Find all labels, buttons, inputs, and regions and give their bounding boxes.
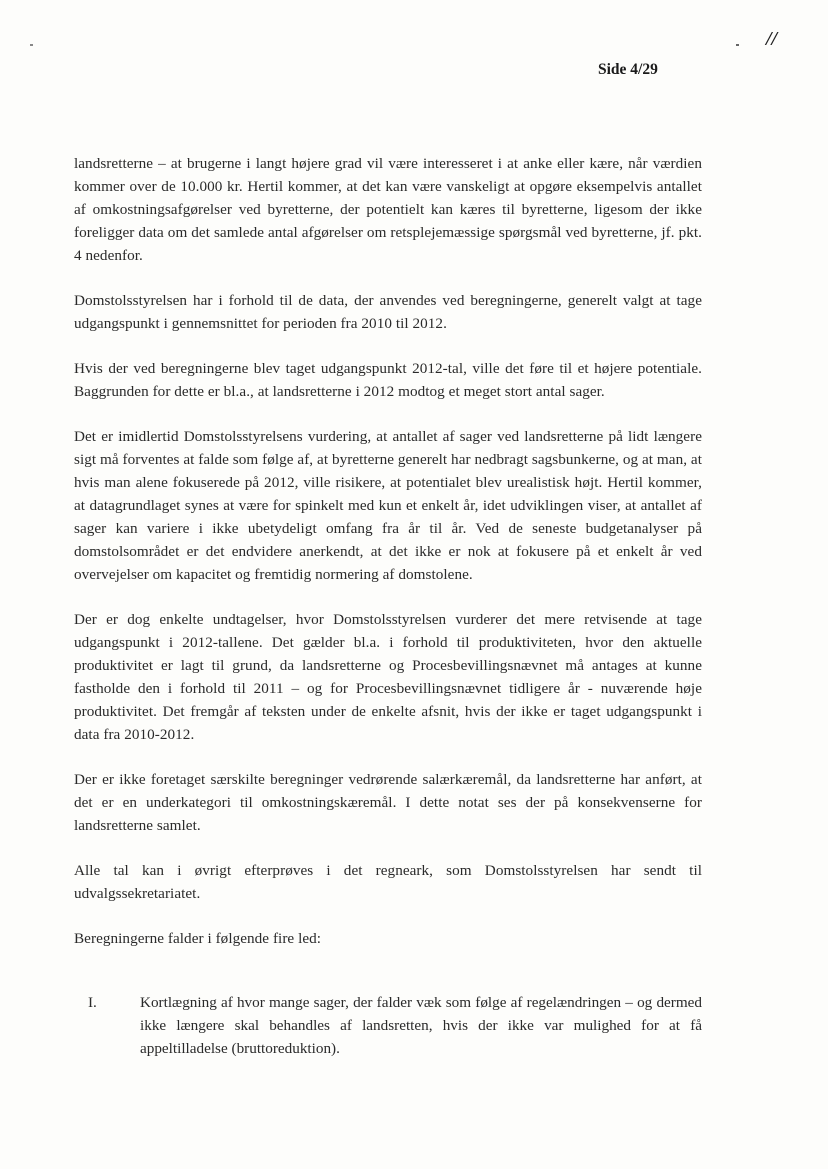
- paragraph: Alle tal kan i øvrigt efterprøves i det regneark, som Domstolsstyrelsen har sendt til udvalgssekretariatet.: [74, 862, 702, 902]
- numbered-list: [88, 991, 702, 1060]
- paragraph: Beregningerne falder i følgende fire led:: [74, 930, 322, 947]
- paragraph: landsretterne – at brugerne i langt højere grad vil være interesseret i at anke eller kære, når værdien kommer over de 10.000 kr. Hertil kommer, at det kan være vanskeligt at opgøre eksempelvis antallet af omkostningsafgørelser ved byretterne, der potentielt kan kæres til byretterne, ligesom der ikke foreligger data om det samlede antal afgørelser om retsplejemæssige spørgsmål ved byretterne, jf. pkt. 4 nedenfor.: [74, 155, 702, 264]
- scan-speck: [736, 44, 739, 46]
- list-marker: I.: [88, 994, 97, 1011]
- handwritten-mark: //: [766, 28, 778, 50]
- paragraph: Der er dog enkelte undtagelser, hvor Domstolsstyrelsen vurderer det mere retvisende at tage udgangspunkt i 2012-tallene. Det gælder bl.a. i forhold til produktiviteten, hvor den aktuelle produktivitet er lagt til grund, da landsretterne og Procesbevillingsnævnet må antages at kunne fastholde den i forhold til 2011 – og for Procesbevillingsnævnet tidligere år - nuværende høje produktivitet. Det fremgår af teksten under de enkelte afsnit, hvis der ikke er taget udgangspunkt i data fra 2010-2012.: [74, 611, 702, 743]
- paragraph: Domstolsstyrelsen har i forhold til de data, der anvendes ved beregningerne, generelt valgt at tage udgangspunkt i gennemsnittet for perioden fra 2010 til 2012.: [74, 292, 702, 332]
- list-item-text: Kortlægning af hvor mange sager, der falder væk som følge af regelændringen – og dermed ikke længere skal behandles af landsretten, hvis der ikke var mulighed for at få appeltilladelse (bruttoreduktion).: [140, 994, 702, 1057]
- scan-speck: [30, 44, 33, 46]
- paragraph: Hvis der ved beregningerne blev taget udgangspunkt 2012-tal, ville det føre til et højere potentiale. Baggrunden for dette er bl.a., at landsretterne i 2012 modtog et meget stort antal sager.: [74, 360, 702, 400]
- paragraph: Der er ikke foretaget særskilte beregninger vedrørende salærkæremål, da landsretterne har anført, at det er en underkategori til omkostningskæremål. I dette notat ses der på konsekvenserne for landsretterne samlet.: [74, 771, 702, 834]
- paragraph: Det er imidlertid Domstolsstyrelsens vurdering, at antallet af sager ved landsretterne på lidt længere sigt må forventes at falde som følge af, at byretterne generelt har nedbragt sagsbunkerne, og at man, at hvis man alene fokuserede på 2012, ville risikere, at potentialet blev urealistisk højt. Hertil kommer, at datagrundlaget synes at være for spinkelt med kun et enkelt år, idet udviklingen viser, at antallet af sager kan variere i ikke ubetydeligt omfang fra år til år. Ved de seneste budgetanalyser på domstolsområdet er det endvidere anerkendt, at det ikke er nok at fokusere på et enkelt år ved overvejelser om kapacitet og fremtidig normering af domstolene.: [74, 428, 702, 583]
- page-number: Side 4/29: [598, 61, 658, 78]
- list-item: [88, 991, 702, 1060]
- body-text: [74, 152, 702, 950]
